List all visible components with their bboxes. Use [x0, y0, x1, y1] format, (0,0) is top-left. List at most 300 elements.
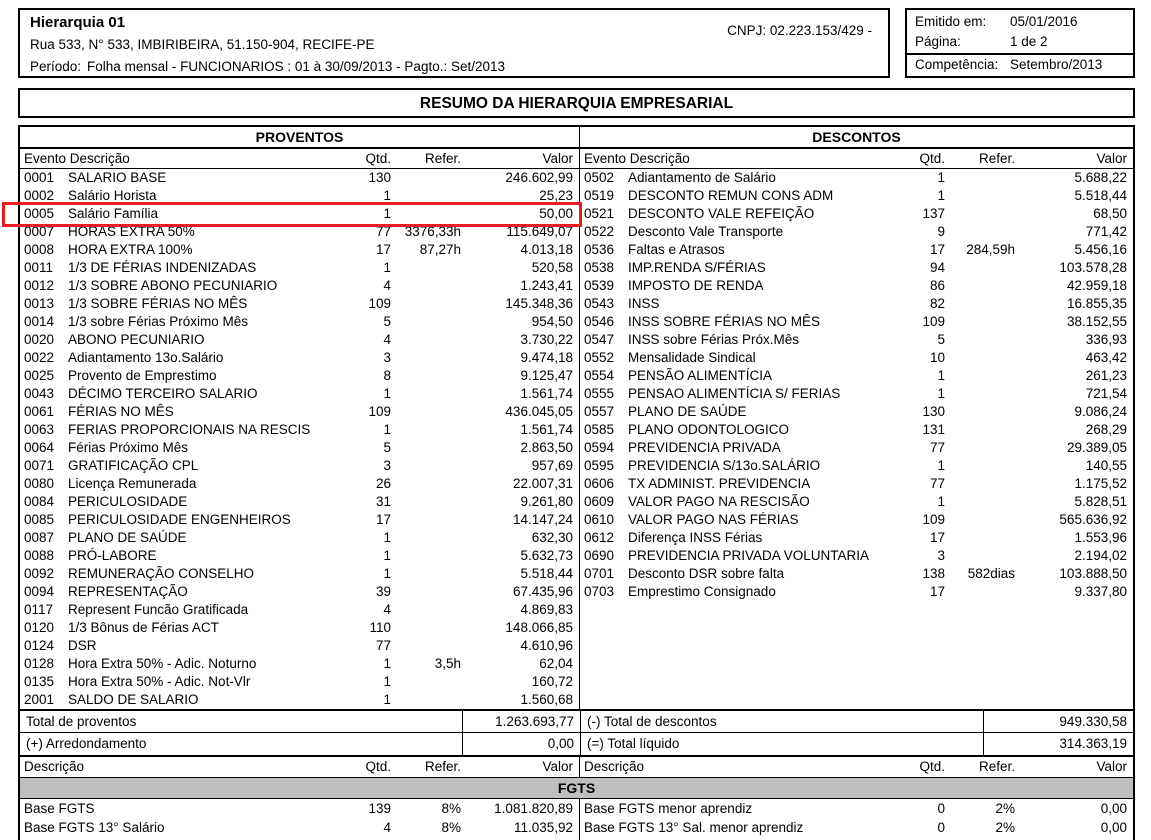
cell-qty: 86 [929, 278, 945, 293]
cell-desc: Base FGTS 13° Salário [24, 820, 165, 835]
cell-value: 115.649,07 [506, 224, 573, 239]
cell-desc: REMUNERAÇÃO CONSELHO [68, 566, 255, 581]
table-row [20, 439, 579, 457]
cell-qty: 8 [383, 368, 391, 383]
table-row [580, 205, 1133, 223]
cell-code: 0521 [584, 206, 615, 221]
cell-code: 0092 [24, 566, 55, 581]
table-row [580, 511, 1133, 529]
table-row [580, 349, 1133, 367]
cell-value: 1.243,41 [520, 278, 573, 293]
fgts-right-column-headers [580, 757, 1133, 777]
cell-code: 0536 [584, 242, 615, 257]
cell-ref [391, 511, 461, 529]
cell-qty: 26 [375, 476, 391, 491]
cell-value: 11.035,92 [513, 820, 573, 835]
cell-ref: 284,59h [966, 242, 1015, 257]
cell-code: 0554 [584, 368, 615, 383]
total-proventos-label: Total de proventos [26, 714, 137, 729]
table-row [20, 475, 579, 493]
page-row [915, 32, 1125, 52]
table-row [580, 818, 1133, 837]
cell-ref: 2% [995, 820, 1015, 835]
cell-ref [391, 403, 461, 421]
cell-desc: PRÓ-LABORE [68, 548, 157, 563]
cell-qty: 17 [375, 242, 391, 257]
cell-ref [391, 565, 461, 583]
cell-code: 0043 [24, 386, 55, 401]
cell-ref [391, 313, 461, 331]
table-row [580, 277, 1133, 295]
qty-column-header: Qtd. [919, 151, 945, 166]
event-column-header: Evento Descrição [24, 151, 130, 166]
cell-code: 0547 [584, 332, 615, 347]
cell-value: 957,69 [531, 458, 573, 473]
table-row [20, 241, 579, 259]
cell-value: 67.435,96 [512, 584, 573, 599]
proventos-column-headers [20, 149, 580, 168]
desc-column-header: Descrição [584, 759, 645, 774]
cell-qty: 4 [383, 602, 391, 617]
cell-qty: 82 [929, 296, 945, 311]
cell-value: 2.863,50 [520, 440, 573, 455]
totals-area [20, 709, 1133, 757]
cell-desc: 1/3 Bônus de Férias ACT [68, 620, 219, 635]
table-row [580, 313, 1133, 331]
cell-ref [945, 385, 1015, 403]
cell-desc: Desconto DSR sobre falta [628, 566, 785, 581]
proventos-section-title: PROVENTOS [20, 127, 580, 147]
ref-column-header: Refer. [424, 151, 461, 166]
cell-ref [945, 187, 1015, 205]
cell-qty: 1 [383, 386, 391, 401]
cell-ref [945, 205, 1015, 223]
cell-ref [945, 493, 1015, 511]
cell-qty: 77 [929, 476, 945, 491]
cell-value: 5.518,44 [520, 566, 573, 581]
emitted-value: 05/01/2016 [1010, 14, 1078, 29]
competence-value: Setembro/2013 [1010, 57, 1103, 72]
cell-code: 0094 [24, 584, 55, 599]
cell-ref [945, 439, 1015, 457]
value-column-header: Valor [1096, 151, 1127, 166]
cell-desc: FÉRIAS NO MÊS [68, 404, 174, 419]
cell-value: 50,00 [539, 206, 573, 221]
cell-value: 5.688,22 [1074, 170, 1127, 185]
cell-qty: 3 [383, 350, 391, 365]
cell-qty: 1 [383, 656, 391, 671]
cell-ref [945, 457, 1015, 475]
cell-code: 0117 [24, 602, 54, 617]
cell-qty: 4 [383, 278, 391, 293]
period-label: Período: [30, 59, 82, 74]
cell-desc: PLANO DE SAÚDE [628, 404, 747, 419]
rounding-label: (+) Arredondamento [26, 736, 147, 751]
cell-desc: Adiantamento de Salário [628, 170, 776, 185]
table-row [20, 547, 579, 565]
cell-ref [391, 277, 461, 295]
total-descontos-label: (-) Total de descontos [580, 711, 983, 732]
cell-ref [391, 187, 461, 205]
summary-table [18, 125, 1135, 840]
cell-value: 62,04 [539, 656, 573, 671]
cell-qty: 5 [383, 440, 391, 455]
fgts-data-area [20, 799, 1133, 840]
cell-ref [945, 223, 1015, 241]
cell-code: 0606 [584, 476, 615, 491]
cell-desc: Provento de Emprestimo [68, 368, 217, 383]
cell-code: 0008 [24, 242, 55, 257]
cell-value: 42.959,18 [1066, 278, 1127, 293]
table-row [580, 799, 1133, 818]
cell-code: 0005 [24, 206, 55, 221]
table-row [20, 385, 579, 403]
table-row [580, 493, 1133, 511]
cell-desc: PREVIDENCIA S/13o.SALÁRIO [628, 458, 821, 473]
cell-value: 1.175,52 [1074, 476, 1127, 491]
fgts-column-header-row [20, 757, 1133, 778]
cell-ref: 8% [441, 820, 461, 835]
cell-code: 0502 [584, 170, 615, 185]
totals-row-1 [20, 709, 1133, 732]
cell-qty: 77 [929, 440, 945, 455]
cell-desc: TX ADMINIST. PREVIDENCIA [628, 476, 811, 491]
cell-value: 771,42 [1085, 224, 1127, 239]
cell-value: 268,29 [1085, 422, 1127, 437]
cell-desc: 1/3 sobre Férias Próximo Mês [68, 314, 249, 329]
cell-desc: DÉCIMO TERCEIRO SALARIO [68, 386, 258, 401]
cell-code: 0594 [584, 440, 615, 455]
cell-ref [391, 259, 461, 277]
table-row [580, 241, 1133, 259]
cell-code: 0522 [584, 224, 615, 239]
cell-desc: Adiantamento 13o.Salário [68, 350, 224, 365]
company-cnpj: CNPJ: 02.223.153/429 - [727, 23, 872, 38]
table-row [20, 583, 579, 601]
cell-value: 1.561,74 [520, 422, 573, 437]
cell-code: 0585 [584, 422, 615, 437]
cell-qty: 109 [922, 512, 945, 527]
proventos-rows [20, 169, 580, 709]
table-row [20, 403, 579, 421]
cell-code: 0084 [24, 494, 55, 509]
net-total-value: 314.363,19 [983, 733, 1133, 755]
cell-desc: Hora Extra 50% - Adic. Noturno [68, 656, 257, 671]
cell-ref [391, 295, 461, 313]
cell-value: 145.348,36 [505, 296, 573, 311]
desc-column-header: Descrição [24, 759, 85, 774]
cell-value: 9.337,80 [1074, 584, 1127, 599]
rounding-value: 0,00 [462, 733, 580, 755]
descontos-rows [580, 169, 1133, 709]
cell-desc: 1/3 SOBRE ABONO PECUNIARIO [68, 278, 278, 293]
company-header-box [18, 8, 890, 78]
cell-qty: 1 [937, 458, 945, 473]
competence-label: Competência: [915, 57, 999, 72]
cell-qty: 77 [375, 638, 391, 653]
cell-qty: 5 [383, 314, 391, 329]
period-value: Folha mensal - FUNCIONARIOS : 01 à 30/09/2013 - Pagto.: Set/2013 [87, 59, 506, 74]
cell-qty: 109 [922, 314, 945, 329]
table-row [20, 169, 579, 187]
emitted-label: Emitido em: [915, 14, 987, 29]
cell-ref [945, 295, 1015, 313]
cell-qty: 3 [937, 548, 945, 563]
cell-desc: INSS SOBRE FÉRIAS NO MÊS [628, 314, 821, 329]
cell-ref [391, 601, 461, 619]
cell-code: 0120 [24, 620, 55, 635]
cell-code: 0064 [24, 440, 55, 455]
cell-value: 565.636,92 [1059, 512, 1127, 527]
cell-qty: 1 [383, 566, 391, 581]
table-row [580, 457, 1133, 475]
cell-value: 2.194,02 [1074, 548, 1127, 563]
cell-desc: Licença Remunerada [68, 476, 197, 491]
cell-value: 721,54 [1085, 386, 1127, 401]
cell-value: 1.561,74 [520, 386, 573, 401]
cell-value: 68,50 [1093, 206, 1127, 221]
cell-code: 0071 [24, 458, 55, 473]
cell-code: 0557 [584, 404, 615, 419]
cell-code: 0022 [24, 350, 55, 365]
table-row [20, 205, 579, 223]
cell-ref [945, 331, 1015, 349]
cell-code: 0085 [24, 512, 55, 527]
cell-desc: PLANO DE SAÚDE [68, 530, 187, 545]
table-row [580, 421, 1133, 439]
cell-ref [945, 547, 1015, 565]
total-proventos-value: 1.263.693,77 [462, 711, 580, 732]
table-row [20, 331, 579, 349]
cell-desc: INSS sobre Férias Próx.Mês [628, 332, 800, 347]
cell-code: 0610 [584, 512, 615, 527]
cell-ref [945, 259, 1015, 277]
cell-desc: PREVIDENCIA PRIVADA [628, 440, 781, 455]
cell-qty: 17 [375, 512, 391, 527]
cell-value: 4.013,18 [520, 242, 573, 257]
company-name: Hierarquia 01 [30, 14, 126, 31]
net-total-label: (=) Total líquido [580, 733, 983, 755]
cell-code: 0701 [584, 566, 615, 581]
cell-value: 261,23 [1085, 368, 1127, 383]
cell-ref [945, 169, 1015, 187]
cell-value: 954,50 [531, 314, 573, 329]
cell-desc: Hora Extra 50% - Adic. Not-Vlr [68, 674, 251, 689]
table-row [20, 529, 579, 547]
section-header-row [20, 127, 1133, 149]
cell-ref [945, 277, 1015, 295]
ref-column-header: Refer. [978, 759, 1015, 774]
cell-ref [391, 205, 461, 223]
cell-code: 0128 [24, 656, 55, 671]
cell-qty: 1 [937, 188, 945, 203]
cell-ref [391, 349, 461, 367]
cell-qty: 1 [383, 260, 391, 275]
cell-value: 16.855,35 [1066, 296, 1127, 311]
cell-desc: PERICULOSIDADE [68, 494, 188, 509]
totals-row-2 [20, 732, 1133, 755]
cell-qty: 139 [368, 801, 391, 816]
cell-desc: HORAS EXTRA 50% [68, 224, 195, 239]
cell-qty: 138 [922, 566, 945, 581]
cell-ref: 3,5h [434, 656, 461, 671]
cell-code: 0703 [584, 584, 615, 599]
column-header-row [20, 149, 1133, 169]
cell-desc: Base FGTS 13° Sal. menor aprendiz [584, 820, 804, 835]
cell-value: 436.045,05 [505, 404, 573, 419]
cell-desc: REPRESENTAÇÃO [68, 584, 188, 599]
cell-code: 0124 [24, 638, 55, 653]
cell-value: 25,23 [539, 188, 573, 203]
qty-column-header: Qtd. [365, 151, 391, 166]
cell-qty: 77 [375, 224, 391, 239]
table-row [580, 169, 1133, 187]
cell-qty: 1 [383, 422, 391, 437]
table-row [20, 313, 579, 331]
table-row [580, 439, 1133, 457]
table-row [20, 493, 579, 511]
cell-code: 0538 [584, 260, 615, 275]
table-row [20, 259, 579, 277]
cell-ref [391, 691, 461, 709]
cell-qty: 137 [922, 206, 945, 221]
cell-desc: FERIAS PROPORCIONAIS NA RESCIS [68, 422, 311, 437]
cell-desc: DSR [68, 638, 97, 653]
table-row [20, 655, 579, 673]
cell-desc: HORA EXTRA 100% [68, 242, 193, 257]
cell-desc: VALOR PAGO NAS FÉRIAS [628, 512, 799, 527]
cell-value: 0,00 [1100, 820, 1127, 835]
cell-desc: Mensalidade Sindical [628, 350, 756, 365]
fgts-right-rows [580, 799, 1133, 840]
table-row [580, 565, 1133, 583]
period-line [30, 56, 878, 78]
cell-ref: 87,27h [419, 242, 461, 257]
cell-value: 140,55 [1085, 458, 1127, 473]
cell-value: 5.632,73 [520, 548, 573, 563]
cell-value: 38.152,55 [1066, 314, 1127, 329]
cell-desc: Represent Funcão Gratificada [68, 602, 249, 617]
cell-qty: 10 [929, 350, 945, 365]
cell-ref [945, 403, 1015, 421]
cell-ref [391, 385, 461, 403]
cell-qty: 1 [383, 530, 391, 545]
cell-desc: VALOR PAGO NA RESCISÃO [628, 494, 810, 509]
table-row [580, 367, 1133, 385]
cell-value: 9.086,24 [1074, 404, 1127, 419]
cell-value: 4.869,83 [520, 602, 573, 617]
cell-qty: 1 [383, 548, 391, 563]
table-row [20, 691, 579, 709]
cell-value: 29.389,05 [1066, 440, 1127, 455]
cell-ref [391, 583, 461, 601]
table-row [580, 295, 1133, 313]
cell-ref: 582dias [967, 566, 1015, 581]
cell-code: 0135 [24, 674, 55, 689]
cell-ref [391, 457, 461, 475]
cell-code: 0020 [24, 332, 55, 347]
cell-desc: Salário Horista [68, 188, 157, 203]
cell-qty: 1 [937, 368, 945, 383]
cell-desc: DESCONTO VALE REFEIÇÃO [628, 206, 815, 221]
cell-code: 0555 [584, 386, 615, 401]
table-row [580, 583, 1133, 601]
cell-qty: 31 [375, 494, 391, 509]
table-row [580, 385, 1133, 403]
cell-value: 9.125,47 [520, 368, 573, 383]
table-row [580, 331, 1133, 349]
cell-value: 5.456,16 [1074, 242, 1127, 257]
table-row [20, 187, 579, 205]
table-row [580, 223, 1133, 241]
table-row [20, 295, 579, 313]
cell-ref [945, 529, 1015, 547]
table-row [20, 637, 579, 655]
events-data-area [20, 169, 1133, 709]
cell-qty: 109 [368, 296, 391, 311]
cell-code: 0552 [584, 350, 615, 365]
cell-value: 0,00 [1100, 801, 1127, 816]
table-row [580, 187, 1133, 205]
cell-qty: 1 [383, 206, 391, 221]
emission-info-box [905, 8, 1135, 55]
cell-value: 9.474,18 [520, 350, 573, 365]
cell-ref [945, 313, 1015, 331]
cell-code: 2001 [24, 692, 55, 707]
cell-code: 0609 [584, 494, 615, 509]
cell-qty: 0 [937, 820, 945, 835]
cell-ref [945, 367, 1015, 385]
table-row [20, 601, 579, 619]
company-address: Rua 533, N° 533, IMBIRIBEIRA, 51.150-904, RECIFE-PE [30, 37, 375, 52]
cell-code: 0087 [24, 530, 55, 545]
cell-ref [945, 583, 1015, 601]
cell-desc: Diferença INSS Férias [628, 530, 763, 545]
table-row [20, 799, 579, 818]
cell-code: 0539 [584, 278, 615, 293]
cell-ref [391, 331, 461, 349]
cell-value: 463,42 [1085, 350, 1127, 365]
cell-ref [391, 169, 461, 187]
cell-ref: 8% [441, 801, 461, 816]
cell-desc: Emprestimo Consignado [628, 584, 776, 599]
cell-ref [391, 529, 461, 547]
cell-code: 0080 [24, 476, 55, 491]
table-row [580, 529, 1133, 547]
cell-qty: 94 [929, 260, 945, 275]
cell-value: 520,58 [531, 260, 573, 275]
cell-ref [945, 349, 1015, 367]
cell-code: 0014 [24, 314, 55, 329]
cell-value: 5.518,44 [1074, 188, 1127, 203]
cell-value: 103.888,50 [1059, 566, 1127, 581]
cell-qty: 130 [368, 170, 391, 185]
table-row [20, 223, 579, 241]
cell-value: 9.261,80 [520, 494, 573, 509]
cell-value: 246.602,99 [505, 170, 573, 185]
table-row [580, 259, 1133, 277]
cell-desc: SALDO DE SALARIO [68, 692, 199, 707]
cell-value: 3.730,22 [520, 332, 573, 347]
cell-value: 14.147,24 [512, 512, 573, 527]
cell-value: 1.560,68 [520, 692, 573, 707]
total-descontos-value: 949.330,58 [983, 711, 1133, 732]
cell-qty: 131 [922, 422, 945, 437]
cell-code: 0063 [24, 422, 55, 437]
cell-code: 0002 [24, 188, 55, 203]
cell-value: 5.828,51 [1074, 494, 1127, 509]
table-row [580, 403, 1133, 421]
